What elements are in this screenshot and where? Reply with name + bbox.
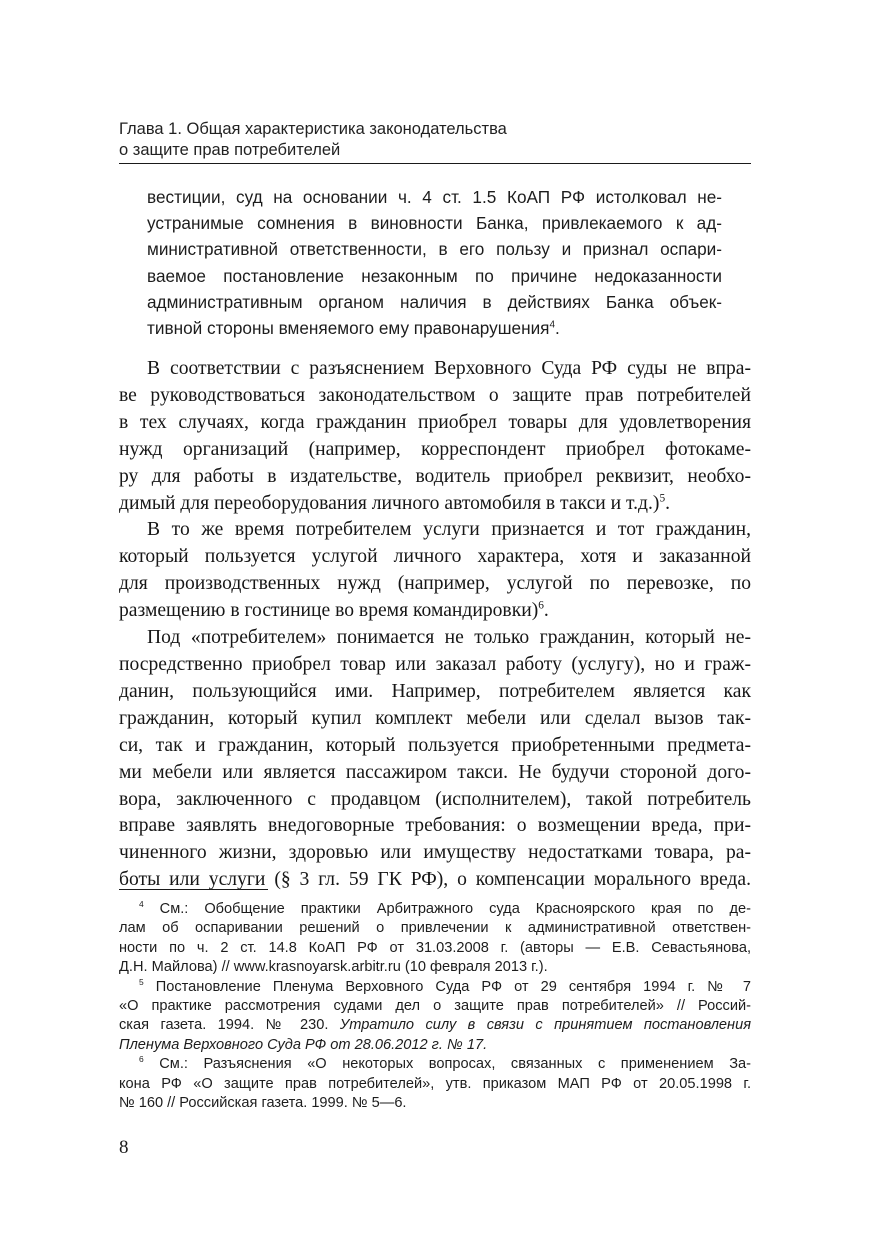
running-head [119, 119, 751, 164]
footnote-line: ности по ч. 2 ст. 14.8 КоАП РФ от 31.03.2008 г. (авторы — Е.В. Севастьянова, [119, 939, 751, 956]
running-head-line-1: Глава 1. Общая характеристика законодательства [119, 120, 507, 138]
footnote-line [119, 978, 751, 997]
footnote-ref-4: 4 [549, 319, 556, 331]
footnote-ref-5: 5 [659, 492, 666, 504]
footnote-line: Д.Н. Майлова) // www.krasnoyarsk.arbitr.ru (10 февраля 2013 г.). [119, 959, 548, 976]
footnote-number: 5 [139, 976, 144, 987]
quoted-case-text [147, 184, 722, 341]
paragraph-line: ве руководствоваться законодательством о защите прав потребителей [119, 384, 751, 406]
paragraph-3 [119, 625, 751, 894]
paragraph-line: си, так и гражданин, который пользуется приобретенными предмета- [119, 734, 751, 756]
paragraph-line: нужд организаций (например, корреспондент приобрел фотокаме- [119, 438, 751, 460]
quote-line: административным органом наличия в действиях Банка объек- [147, 291, 722, 312]
paragraph-line: Под «потребителем» понимается не только гражданин, который не- [147, 627, 751, 649]
paragraph-line: ми мебели или является пассажиром такси. Не будучи стороной дого- [119, 761, 751, 783]
paragraph-line: чиненного жизни, здоровью или имуществу недостатками товара, ра- [119, 842, 751, 864]
footnote-line-text: ская газета. 1994. № 230. [119, 1017, 329, 1034]
footnote-separator [119, 889, 268, 890]
paragraph-line-text: димый для переоборудования личного автомобиля в такси и т.д.) [119, 492, 660, 514]
footnote-line [119, 1055, 751, 1074]
paragraph-1 [119, 356, 751, 517]
paragraph-line: для производственных нужд (например, услугой по перевозке, по [119, 573, 751, 595]
footnote-number: 6 [139, 1054, 144, 1065]
main-text [119, 356, 751, 894]
footnote-line-text: См.: Обобщение практики Арбитражного суда Красноярского края по де- [159, 901, 751, 917]
paragraph-2 [119, 517, 751, 625]
paragraph-line: боты или услуги (§ 3 гл. 59 ГК РФ), о компенсации морального вреда. [119, 869, 751, 891]
paragraph-line: В то же время потребителем услуги признается и тот гражданин, [147, 519, 751, 541]
quote-end: . [555, 318, 560, 339]
paragraph-line: вправе заявлять внедоговорные требования: о возмещении вреда, при- [119, 815, 751, 837]
footnote-4 [119, 900, 751, 978]
footnote-line-text: Постановление Пленума Верховного Суда РФ от 29 сентября 1994 г. № 7 [155, 978, 751, 995]
paragraph-line: который пользуется услугой личного характера, хотя и заказанной [119, 546, 751, 568]
footnote-line: лам об оспаривании решений о привлечении к административной ответствен- [119, 920, 751, 937]
footnote-line: кона РФ «О защите прав потребителей», утв. приказом МАП РФ от 20.05.1998 г. [119, 1075, 751, 1092]
paragraph-line [119, 491, 751, 518]
footnote-5 [119, 978, 751, 1056]
paragraph-line-text: размещению в гостинице во время командировки) [119, 600, 539, 622]
paragraph-line: В соответствии с разъяснением Верховного Суда РФ суды не впра- [147, 358, 751, 379]
footnote-6 [119, 1055, 751, 1113]
quote-line: ваемое постановление незаконным по причине недоказанности [147, 265, 722, 286]
paragraph-line: в тех случаях, когда гражданин приобрел товары для удовлетворения [119, 411, 751, 433]
footnote-italic-note: Утратило силу в связи с принятием постановления [339, 1017, 751, 1034]
footnotes [119, 900, 751, 1113]
paragraph-line: ру для работы в издательстве, водитель приобрел реквизит, необхо- [119, 465, 751, 487]
quote-line: вестиции, суд на основании ч. 4 ст. 1.5 КоАП РФ истолковал не- [147, 187, 722, 207]
footnote-italic-note: Пленума Верховного Суда РФ от 28.06.2012 г. № 17. [119, 1036, 488, 1053]
paragraph-line: посредственно приобрел товар или заказал работу (услугу), но и граж- [119, 653, 751, 675]
quote-line-text: тивной стороны вменяемого ему правонарушения [147, 318, 550, 339]
page-number: 8 [119, 1137, 129, 1158]
footnote-line [119, 1016, 751, 1035]
paragraph-line: вора, заключенного с продавцом (исполнителем), такой потребитель [119, 788, 751, 810]
footnote-ref-6: 6 [538, 599, 544, 612]
running-head-line-2: о защите прав потребителей [119, 141, 341, 159]
footnote-line-text: См.: Разъяснения «О некоторых вопросах, связанных с применением За- [159, 1056, 751, 1073]
paragraph-end: . [665, 492, 671, 514]
paragraph-line: гражданин, который купил комплект мебели или сделал вызов так- [119, 707, 751, 729]
paragraph-line [119, 598, 751, 625]
paragraph-line: данин, пользующийся ими. Например, потребителем является как [119, 680, 751, 702]
footnote-line: № 160 // Российская газета. 1999. № 5—6. [119, 1095, 407, 1112]
footnote-line: «О практике рассмотрения судами дел о защите прав потребителей» // Россий- [119, 998, 751, 1015]
footnote-number: 4 [139, 899, 144, 910]
footnote-line [119, 900, 751, 919]
paragraph-end: . [543, 600, 549, 622]
quote-line [147, 315, 722, 341]
quote-line: устранимые сомнения в виновности Банка, привлекаемого к ад- [147, 213, 722, 234]
quote-line: министративной ответственности, в его пользу и признал оспари- [147, 239, 722, 260]
